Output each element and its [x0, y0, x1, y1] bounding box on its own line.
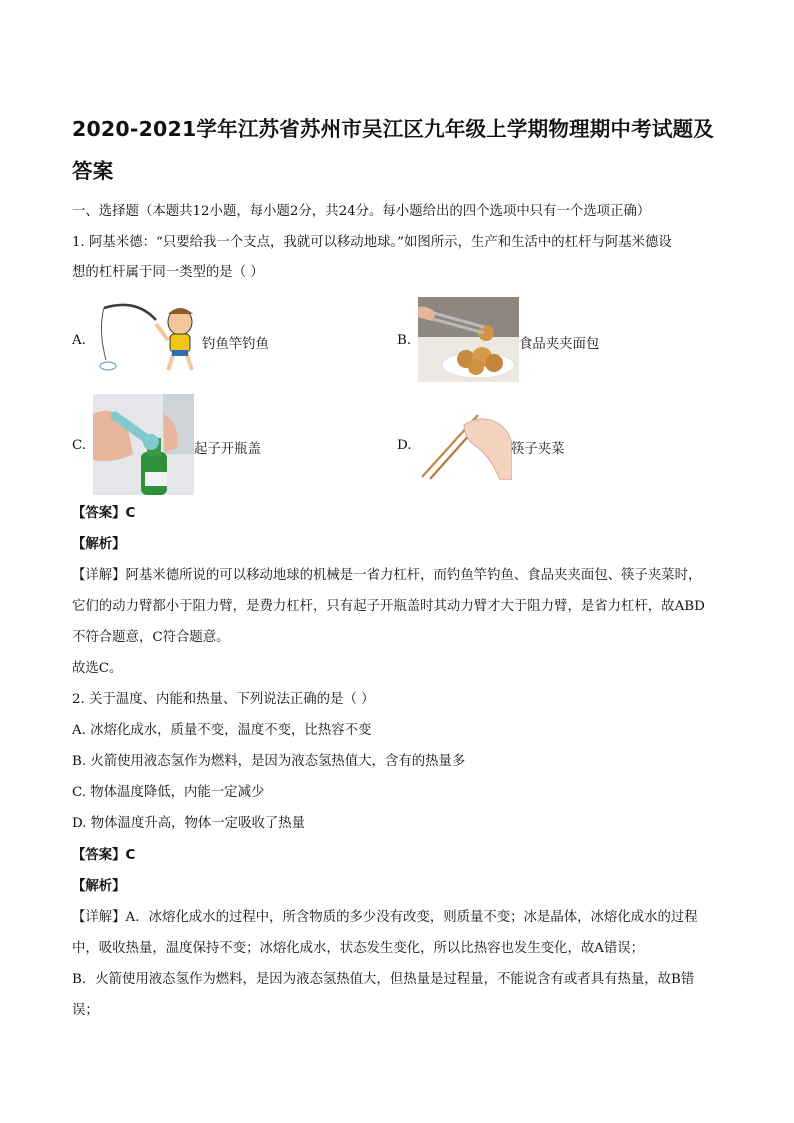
- q2-option-a: A. 冰熔化成水，质量不变，温度不变，比热容不变: [72, 723, 372, 738]
- q1-analysis-label: 【解析】: [72, 537, 126, 552]
- q1-stem-line-2: 想的杠杆属于同一类型的是（ ）: [72, 265, 264, 280]
- q2-option-d: D. 物体温度升高，物体一定吸收了热量: [72, 816, 306, 831]
- q1-option-a-letter: A.: [72, 333, 86, 348]
- q2-detail-line-2: 中，吸收热量，温度保持不变；冰熔化成水，状态发生变化，所以比热容也发生变化，故A错误；: [72, 941, 645, 956]
- q1-detail-line-3: 不符合题意，C符合题意。: [72, 630, 230, 645]
- q2-option-c: C. 物体温度降低，内能一定减少: [72, 785, 265, 800]
- q2-detail-line-3: B．火箭使用液态氢作为燃料，是因为液态氢热值大，但热量是过程量，不能说含有或者具有热量，故B错: [72, 972, 695, 987]
- section-heading: 一、选择题（本题共12小题，每小题2分，共24分。每小题给出的四个选项中只有一个选项正确）: [72, 204, 651, 219]
- doc-title-line-2: 答案: [72, 159, 114, 183]
- q1-answer: 【答案】C: [72, 506, 136, 521]
- q2-option-b: B. 火箭使用液态氢作为燃料，是因为液态氢热值大，含有的热量多: [72, 754, 466, 769]
- q1-choice: 故选C。: [72, 661, 123, 676]
- bottle-opener-photo-icon: [93, 394, 194, 495]
- q1-option-c-text: 起子开瓶盖: [194, 442, 261, 457]
- q2-detail-line-1: 【详解】A．冰熔化成水的过程中，所含物质的多少没有改变，则质量不变；冰是晶体，冰熔化成水的过程: [72, 910, 698, 925]
- q1-detail-line-2: 它们的动力臂都小于阻力臂，是费力杠杆，只有起子开瓶盖时其动力臂才大于阻力臂，是省力杠杆，故ABD: [72, 599, 705, 614]
- q1-option-a-text: 钓鱼竿钓鱼: [202, 337, 269, 352]
- q1-option-b-text: 食品夹夹面包: [519, 337, 600, 352]
- q1-option-c-letter: C.: [72, 438, 87, 453]
- tongs-bread-photo-icon: [418, 297, 519, 382]
- q1-option-d-letter: D.: [397, 438, 412, 453]
- q1-option-b-letter: B.: [397, 333, 412, 348]
- q1-detail-line-1: 【详解】阿基米德所说的可以移动地球的机械是一省力杠杆，而钓鱼竿钓鱼、食品夹夹面包、筷子夹菜时，: [72, 568, 702, 583]
- chopsticks-hand-icon: [420, 405, 512, 480]
- q2-analysis-label: 【解析】: [72, 879, 126, 894]
- fishing-rod-cartoon-icon: [96, 300, 202, 374]
- q2-detail-line-4: 误；: [72, 1003, 99, 1018]
- q2-answer: 【答案】C: [72, 848, 136, 863]
- q1-stem-line-1: 1. 阿基米德：“只要给我一个支点，我就可以移动地球。”如图所示，生产和生活中的杠杆与阿基米德设: [72, 235, 672, 250]
- q2-stem: 2. 关于温度、内能和热量、下列说法正确的是（ ）: [72, 692, 375, 707]
- q1-option-d-text: 筷子夹菜: [511, 442, 565, 457]
- doc-title-line-1: 2020-2021学年江苏省苏州市吴江区九年级上学期物理期中考试题及: [72, 117, 714, 141]
